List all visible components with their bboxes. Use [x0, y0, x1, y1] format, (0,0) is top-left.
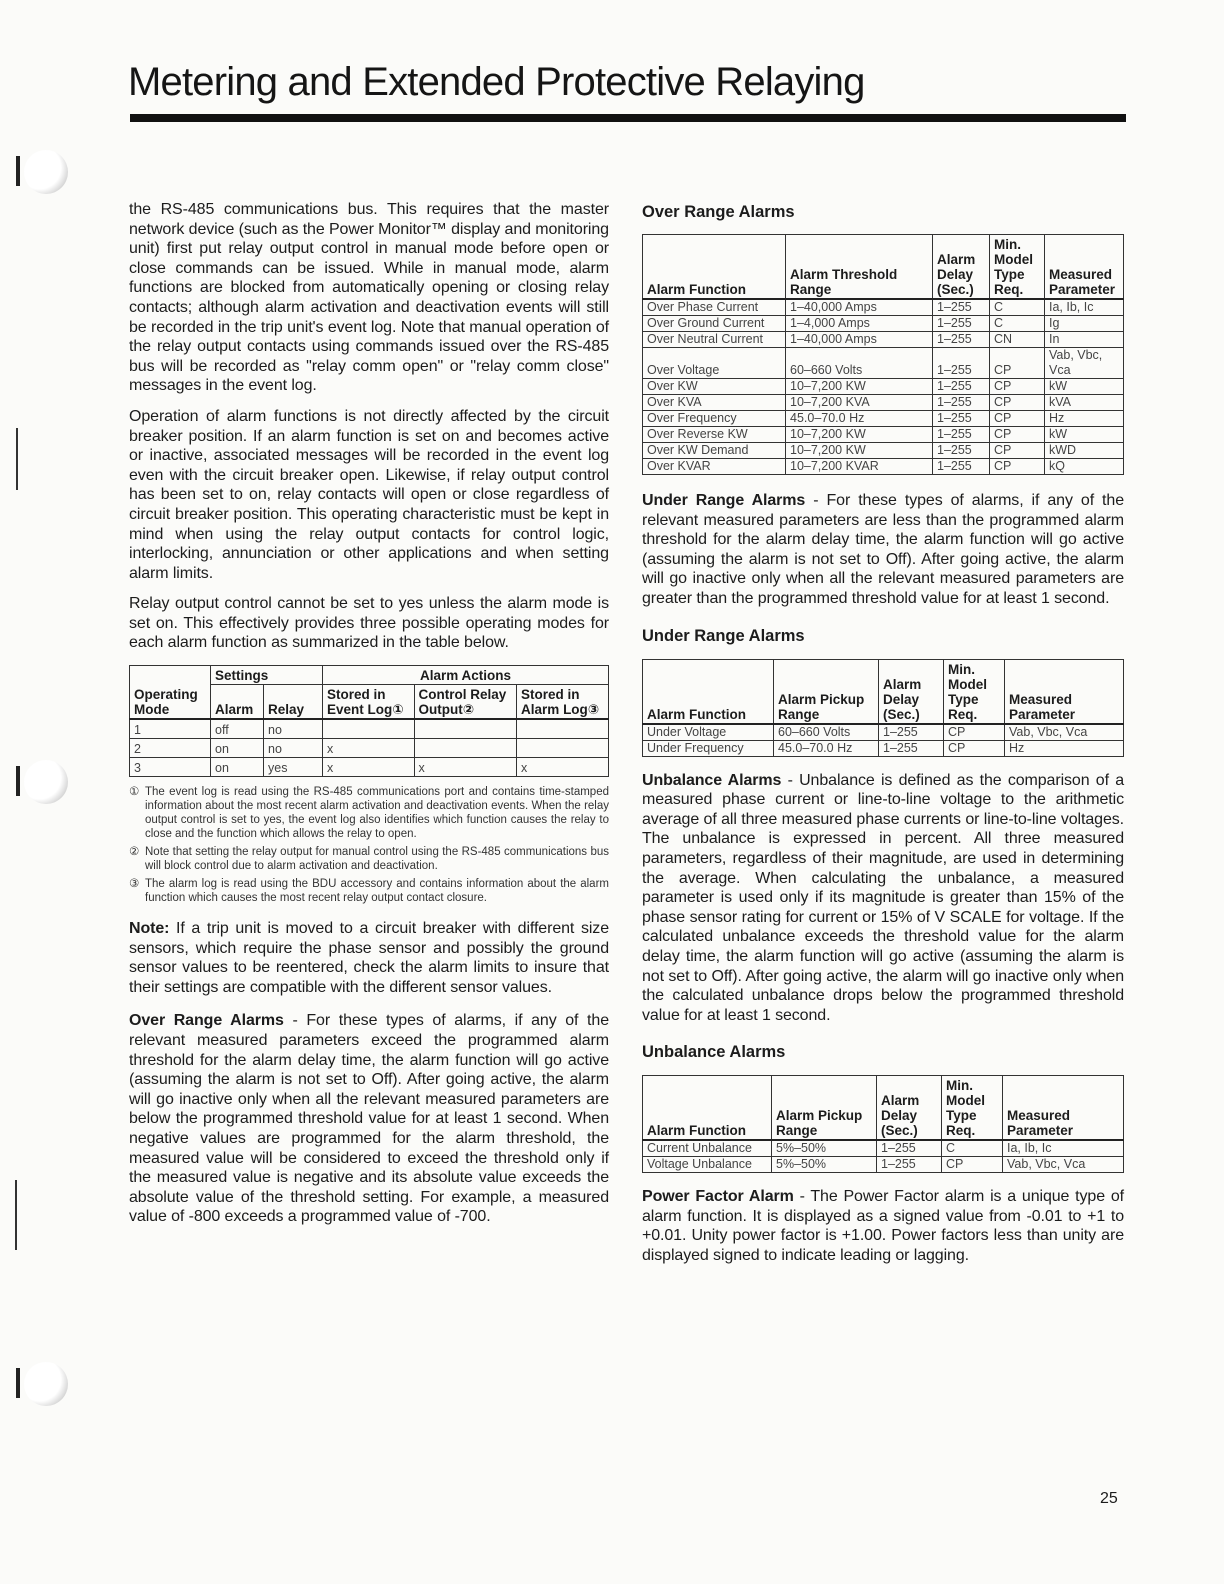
table-header: Min. Model Type Req.: [944, 659, 1005, 724]
table-cell: Over KW Demand: [643, 443, 786, 459]
table-cell: 1–255: [877, 1140, 942, 1157]
table-cell: 10–7,200 KW: [786, 443, 933, 459]
table-cell: [323, 719, 415, 739]
table-cell: In: [1045, 332, 1124, 348]
under-range-table-body: [643, 724, 1124, 757]
margin-mark: [16, 428, 18, 490]
table-cell: C: [942, 1140, 1003, 1157]
page-number: 25: [1100, 1490, 1118, 1507]
table-cell: 1–255: [879, 740, 944, 756]
table-cell: CP: [990, 348, 1045, 379]
table-header: Alarm Delay (Sec.): [933, 235, 990, 300]
table-cell: 10–7,200 KW: [786, 427, 933, 443]
table-cell: no: [264, 739, 323, 758]
table-cell: 1–255: [933, 395, 990, 411]
table-header: Alarm Pickup Range: [774, 659, 879, 724]
power-factor-lead: Power Factor Alarm: [642, 1188, 794, 1206]
table-cell: 1: [130, 719, 211, 739]
table-header: Min. Model Type Req.: [990, 235, 1045, 300]
table-cell: Ia, Ib, Ic: [1045, 299, 1124, 316]
table-row: [643, 348, 1124, 379]
section-heading: Under Range Alarms: [642, 626, 805, 645]
table-row: [643, 724, 1124, 741]
table-row: [643, 395, 1124, 411]
table-cell: CP: [942, 1157, 1003, 1173]
table-cell: 1–255: [933, 427, 990, 443]
binder-hole-bottom: [24, 1362, 68, 1406]
table-cell: 1–255: [877, 1157, 942, 1173]
table-cell: Current Unbalance: [643, 1140, 772, 1157]
table-cell: 45.0–70.0 Hz: [774, 740, 879, 756]
table-cell: C: [990, 316, 1045, 332]
unbalance-table-body: [643, 1140, 1124, 1173]
table-header: Measured Parameter: [1003, 1076, 1124, 1141]
table-cell: [414, 719, 517, 739]
note-paragraph: [129, 919, 609, 997]
table-row: [643, 459, 1124, 475]
paragraph: Operation of alarm functions is not directly affected by the circuit breaker position. If an alarm function is set on and becomes active or inactive, associated messages will be recorded in the event log even with the circuit breaker open. Likewise, if relay output control has been set to on, relay contacts will open or close regardless of circuit breaker position. This operating characteristic must be kept in mind when using the relay output contacts for control logic, interlocking, annunciation or other applications and when setting alarm limits.: [129, 407, 609, 582]
footnote-number: ②: [129, 846, 140, 859]
under-range-table: [642, 659, 1124, 757]
power-factor-paragraph: [642, 1187, 1124, 1265]
footnotes: [129, 785, 609, 905]
table-cell: Over Neutral Current: [643, 332, 786, 348]
table-header: Alarm Delay (Sec.): [877, 1076, 942, 1141]
table-cell: 60–660 Volts: [786, 348, 933, 379]
table-cell: 1–255: [933, 379, 990, 395]
over-range-table-wrap: [642, 234, 1124, 475]
table-header: Alarm Function: [643, 235, 786, 300]
table-cell: x: [517, 758, 609, 777]
table-row: [130, 719, 609, 739]
table-cell: [517, 739, 609, 758]
table-cell: Over Ground Current: [643, 316, 786, 332]
binder-hole-top: [24, 150, 68, 194]
table-header: [130, 666, 211, 685]
operating-mode-table-wrap: [129, 665, 609, 777]
table-cell: Ia, Ib, Ic: [1003, 1140, 1124, 1157]
over-range-lead: Over Range Alarms: [129, 1012, 284, 1030]
table-cell: on: [211, 758, 264, 777]
table-row: [643, 427, 1124, 443]
table-cell: CP: [990, 459, 1045, 475]
over-range-table: [642, 234, 1124, 475]
table-cell: CP: [944, 724, 1005, 741]
table-row: [130, 739, 609, 758]
table-cell: Voltage Unbalance: [643, 1157, 772, 1173]
table-header: Measured Parameter: [1005, 659, 1124, 724]
unbalance-paragraph: [642, 771, 1124, 1026]
table-cell: kVA: [1045, 395, 1124, 411]
table-cell: 45.0–70.0 Hz: [786, 411, 933, 427]
table-cell: CP: [990, 427, 1045, 443]
table-cell: CP: [990, 395, 1045, 411]
table-header: Alarm Function: [643, 659, 774, 724]
table-cell: Over KVAR: [643, 459, 786, 475]
over-range-paragraph: [129, 1011, 609, 1227]
table-cell: Under Frequency: [643, 740, 774, 756]
unbalance-lead: Unbalance Alarms: [642, 771, 782, 789]
table-header: Operating Mode: [130, 685, 211, 720]
table-cell: [517, 719, 609, 739]
note-lead: Note:: [129, 920, 170, 938]
table-cell: on: [211, 739, 264, 758]
table-header: Stored in Alarm Log③: [517, 685, 609, 720]
title-rule: [130, 114, 1126, 122]
table-cell: 1–255: [933, 299, 990, 316]
unbalance-text: - Unbalance is defined as the comparison of a measured phase current or line-to-line voltage to the arithmetic average of all three measured phase currents or line-to-line voltages. The unbalance is expressed in percent. All three measured parameters, regardless of their magnitude, are used in determining the average. When calculating the unbalance, a measured parameter is used only if its magnitude is greater than 15% of the phase sensor rating for current or 15% of V SCALE for voltage. If the calculated unbalance exceeds the threshold value for the alarm delay time, the alarm function will go active (assuming the alarm is not set to Off). After going active, the alarm will go inactive only when the calculated unbalance drops below the programmed threshold value for at least 1 second.: [642, 771, 1124, 1024]
footnote: [129, 877, 609, 905]
table-cell: Vab, Vbc, Vca: [1005, 724, 1124, 741]
table-cell: 1–255: [933, 332, 990, 348]
under-range-lead: Under Range Alarms: [642, 492, 806, 509]
paragraph: the RS-485 communications bus. This requires that the master network device (such as the Power Monitor™ display and monitoring unit) first put relay output control in manual mode before open or close commands can be issued. While in manual mode, alarm functions are blocked from automatically opening or closing relay contacts; although alarm activation and deactivation events will still be recorded in the trip unit's event log. Note that manual operation of the relay output contacts using commands issued over the RS-485 bus will be recorded as "relay comm open" or "relay comm close" messages in the event log.: [129, 201, 609, 395]
table-cell: 1–255: [933, 411, 990, 427]
table-cell: x: [414, 758, 517, 777]
table-header: Alarm Function: [643, 1076, 772, 1141]
table-cell: 1–40,000 Amps: [786, 332, 933, 348]
unbalance-table-wrap: [642, 1075, 1124, 1173]
table-cell: 10–7,200 KW: [786, 379, 933, 395]
table-cell: [414, 739, 517, 758]
table-row: [643, 316, 1124, 332]
under-range-paragraph: [642, 491, 1124, 609]
table-cell: CP: [990, 379, 1045, 395]
unbalance-table: [642, 1075, 1124, 1173]
table-row: [643, 1157, 1124, 1173]
over-range-table-body: [643, 299, 1124, 475]
table-header: Alarm: [211, 685, 264, 720]
table-header: Min. Model Type Req.: [942, 1076, 1003, 1141]
table-cell: kW: [1045, 379, 1124, 395]
table-row: [643, 379, 1124, 395]
table-cell: 60–660 Volts: [774, 724, 879, 741]
table-cell: Vab, Vbc, Vca: [1003, 1157, 1124, 1173]
table-cell: Over Voltage: [643, 348, 786, 379]
table-cell: Over Phase Current: [643, 299, 786, 316]
table-cell: no: [264, 719, 323, 739]
footnote-text: Note that setting the relay output for manual control using the RS-485 communications bus will block control due to alarm activation and deactivation.: [145, 846, 609, 873]
table-header: Alarm Pickup Range: [772, 1076, 877, 1141]
table-group-header: Settings: [211, 666, 323, 685]
table-cell: Over Frequency: [643, 411, 786, 427]
note-text: If a trip unit is moved to a circuit breaker with different size sensors, which require the phase sensor and possibly the ground sensor values to be reentered, check the alarm limits to insure that their settings are compatible with the different sensor values.: [129, 920, 609, 996]
table-group-header: Alarm Actions: [323, 666, 609, 685]
table-cell: CN: [990, 332, 1045, 348]
table-cell: kWD: [1045, 443, 1124, 459]
table-cell: 1–255: [933, 316, 990, 332]
table-cell: 5%–50%: [772, 1140, 877, 1157]
table-cell: Vab, Vbc, Vca: [1045, 348, 1124, 379]
table-cell: x: [323, 739, 415, 758]
under-range-text: - For these types of alarms, if any of the relevant measured parameters are less than the programmed alarm threshold for the alarm delay time, the alarm function will go active (assuming the alarm is not set to Off). After going active, the alarm will go inactive only when all the relevant measured parameters are greater than the programmed threshold value for at least 1 second.: [642, 492, 1124, 607]
table-row: [130, 758, 609, 777]
table-row: [643, 740, 1124, 756]
table-cell: yes: [264, 758, 323, 777]
table-cell: 10–7,200 KVAR: [786, 459, 933, 475]
over-range-text: - For these types of alarms, if any of the relevant measured parameters exceed the programmed alarm threshold for the alarm delay time, the alarm function will go active (assuming the alarm is not set to Off). After going active, the alarm will go inactive only when all the relevant measured parameters are below the programmed threshold value for at least 1 second. When negative values are programmed for the alarm threshold, the measured value will be considered to exceed the threshold only if the measured value is negative and its absolute value exceeds the absolute value of the threshold setting. For example, a measured value of -800 exceeds a programmed value of -700.: [129, 1012, 609, 1226]
page-title: Metering and Extended Protective Relaying: [128, 60, 865, 104]
table-cell: x: [323, 758, 415, 777]
footnote: [129, 845, 609, 873]
table-cell: Under Voltage: [643, 724, 774, 741]
table-header: Measured Parameter: [1045, 235, 1124, 300]
table-header: Control Relay Output②: [414, 685, 517, 720]
footnote-text: The alarm log is read using the BDU accessory and contains information about the alarm function which causes the most recent relay output contact closure.: [145, 878, 609, 905]
under-range-table-wrap: [642, 659, 1124, 757]
table-cell: 1–255: [933, 459, 990, 475]
footnote-number: ③: [129, 878, 140, 891]
binder-hole-middle: [24, 760, 68, 804]
table-cell: Over KVA: [643, 395, 786, 411]
table-row: [643, 1140, 1124, 1157]
table-row: [643, 299, 1124, 316]
table-cell: Over KW: [643, 379, 786, 395]
table-row: [643, 411, 1124, 427]
table-cell: 10–7,200 KVA: [786, 395, 933, 411]
table-header: Alarm Delay (Sec.): [879, 659, 944, 724]
table-cell: Hz: [1045, 411, 1124, 427]
operating-mode-table: [129, 665, 609, 777]
margin-mark: [15, 1180, 17, 1250]
table-cell: kW: [1045, 427, 1124, 443]
table-cell: 1–4,000 Amps: [786, 316, 933, 332]
table-row: [643, 332, 1124, 348]
section-heading: Over Range Alarms: [642, 203, 795, 221]
table-cell: kQ: [1045, 459, 1124, 475]
table-cell: 5%–50%: [772, 1157, 877, 1173]
table-cell: 3: [130, 758, 211, 777]
table-header: Relay: [264, 685, 323, 720]
table-cell: Ig: [1045, 316, 1124, 332]
table-cell: 1–255: [879, 724, 944, 741]
table-cell: 1–255: [933, 348, 990, 379]
table-cell: 2: [130, 739, 211, 758]
table-cell: Hz: [1005, 740, 1124, 756]
footnote-text: The event log is read using the RS-485 communications port and contains time-stamped information about the most recent alarm activation and deactivation events. When the relay output control is set to yes, the event log also identifies which function causes the relay to close and the function which allows the relay to open.: [145, 786, 609, 841]
section-heading: Unbalance Alarms: [642, 1043, 786, 1062]
table-row: [643, 443, 1124, 459]
right-column: [642, 203, 1124, 1277]
table-cell: Over Reverse KW: [643, 427, 786, 443]
table-cell: 1–255: [933, 443, 990, 459]
footnote-number: ①: [129, 786, 140, 799]
table-cell: CP: [944, 740, 1005, 756]
table-cell: CP: [990, 411, 1045, 427]
table-header: Alarm Threshold Range: [786, 235, 933, 300]
table-cell: CP: [990, 443, 1045, 459]
table-header: Stored in Event Log①: [323, 685, 415, 720]
table-cell: C: [990, 299, 1045, 316]
table-cell: 1–40,000 Amps: [786, 299, 933, 316]
left-column: [129, 200, 609, 1238]
paragraph: Relay output control cannot be set to yes unless the alarm mode is set on. This effectively provides three possible operating modes for each alarm function as summarized in the table below.: [129, 595, 609, 652]
footnote: [129, 785, 609, 841]
table-cell: off: [211, 719, 264, 739]
power-factor-text: - The Power Factor alarm is a unique type of alarm function. It is displayed as a signed value from -0.01 to +1 to +0.01. Unity power factor is +1.00. Power factors less than unity are displayed signed to indicate leading or lagging.: [642, 1188, 1124, 1265]
